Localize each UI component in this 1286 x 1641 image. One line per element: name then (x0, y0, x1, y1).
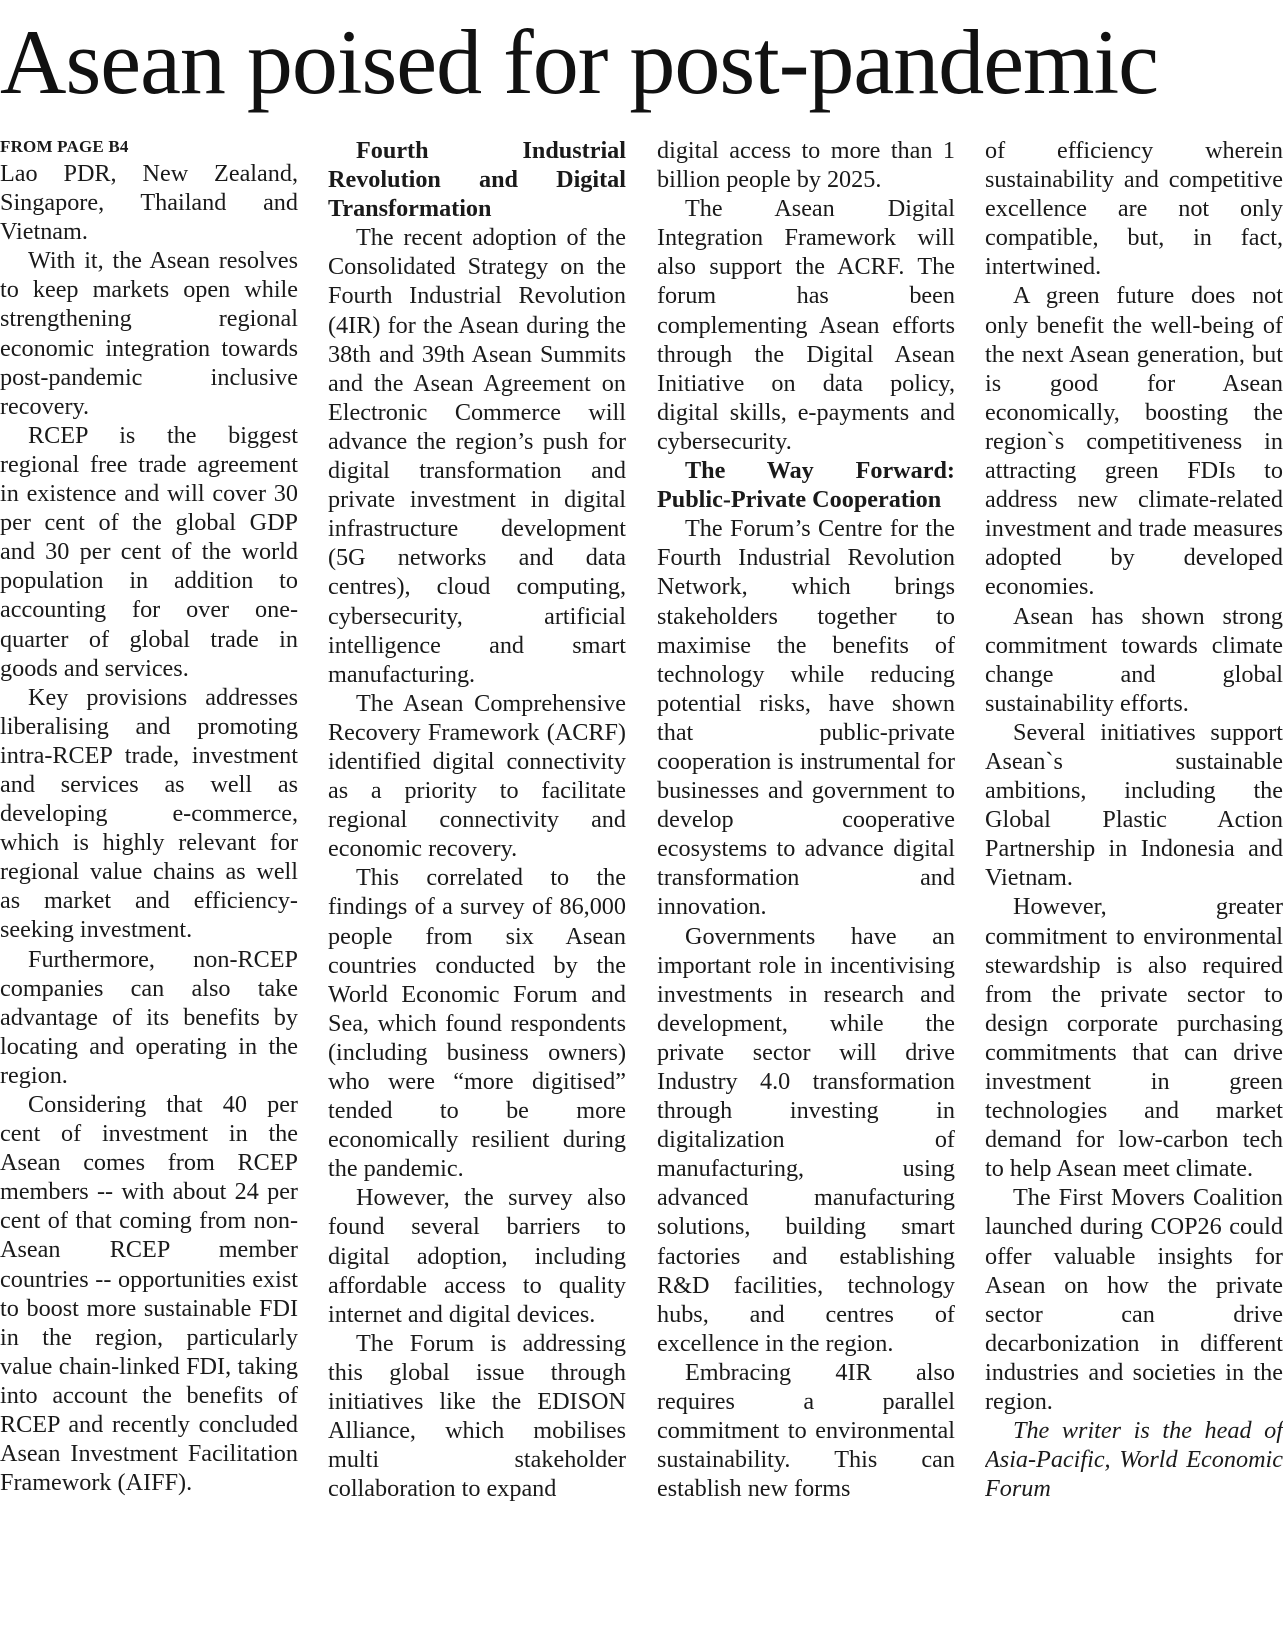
paragraph: RCEP is the biggest regional free trade agreement in existence and will cover 30 per cent of the global GDP and 30 per cent of the world population in addition to accounting for over one-quarter of global trade in goods and services. (0, 421, 298, 682)
column-4 (985, 136, 1283, 1641)
section-subheading: The Way Forward: Public-Private Cooperation (657, 457, 955, 514)
paragraph: However, the survey also found several barriers to digital adoption, including affordable access to quality internet and digital devices. (328, 1184, 626, 1328)
paragraph: The Asean Digital Integration Framework will also support the ACRF. The forum has been complementing Asean efforts through the Digital Asean Initiative on data policy, digital skills, e-payments and cybersecurity. (657, 195, 955, 455)
column-3 (657, 136, 955, 1641)
paragraph: Lao PDR, New Zealand, Singapore, Thailand and Vietnam. (0, 160, 298, 246)
paragraph: The recent adoption of the Consolidated Strategy on the Fourth Industrial Revolution (4IR) for the Asean during the 38th and 39th Asean Summits and the Asean Agreement on Electronic Commerce will advance the region’s push for digital transformation and private investment in digital infrastructure development (5G networks and data centres), cloud computing, cybersecurity, artificial intelligence and smart manufacturing. (328, 224, 626, 688)
paragraph: of efficiency wherein sustainability and competitive excellence are not only compatible, but, in fact, intertwined. (985, 137, 1283, 281)
paragraph: This correlated to the findings of a survey of 86,000 people from six Asean countries conducted by the World Economic Forum and Sea, which found respondents (including business owners) who were “more digitised” tended to be more economically resilient during the pandemic. (328, 864, 626, 1183)
paragraph: With it, the Asean resolves to keep markets open while strengthening regional economic integration towards post-pandemic inclusive recovery. (0, 247, 298, 420)
paragraph: The Forum’s Centre for the Fourth Industrial Revolution Network, which brings stakeholders together to maximise the benefits of technology while reducing potential risks, have shown that public-private cooperation is instrumental for businesses and government to develop cooperative ecosystems to advance digital transformation and innovation. (657, 515, 955, 921)
paragraph: Key provisions addresses liberalising and promoting intra-RCEP trade, investment and services as well as developing e-commerce, which is highly relevant for regional value chains as well as market and efficiency-seeking investment. (0, 683, 298, 944)
paragraph: Furthermore, non-RCEP companies can also take advantage of its benefits by locating and operating in the region. (0, 945, 298, 1089)
paragraph: The First Movers Coalition launched during COP26 could offer valuable insights for Asean on how the private sector can drive decarbonization in different industries and societies in the region. (985, 1184, 1283, 1416)
dateline: FROM PAGE B4 (0, 137, 129, 156)
column-2 (328, 136, 626, 1641)
paragraph: Asean has shown strong commitment towards climate change and global sustainability efforts. (985, 602, 1283, 717)
paragraph: Embracing 4IR also requires a parallel commitment to environmental sustainability. This can establish new forms (657, 1358, 955, 1503)
paragraph: Governments have an important role in incentivising investments in research and development, while the private sector will drive Industry 4.0 transformation through investing in digitalization of manufacturing, using advanced manufacturing solutions, building smart factories and establishing R&D facilities, technology hubs, and centres of excellence in the region. (657, 922, 955, 1357)
paragraph: digital access to more than 1 billion people by 2025. (657, 137, 955, 194)
paragraph: However, greater commitment to environmental stewardship is also required from the private sector to design corporate purchasing commitments that can drive investment in green technologies and market demand for low-carbon tech to help Asean meet climate. (985, 893, 1283, 1183)
paragraph: A green future does not only benefit the well-being of the next Asean generation, but is good for Asean economically, boosting the region`s competitiveness in attracting green FDIs to address new climate-related investment and trade measures adopted by developed economies. (985, 282, 1283, 601)
paragraph: Considering that 40 per cent of investment in the Asean comes from RCEP members -- with about 24 per cent of that coming from non-Asean RCEP member countries -- opportunities exist to boost more sustainable FDI in the region, particularly value chain-linked FDI, taking into account the benefits of RCEP and recently concluded Asean Investment Facilitation Framework (AIFF). (0, 1091, 298, 1497)
paragraph: The Forum is addressing this global issue through initiatives like the EDISON Alliance, which mobilises multi stakeholder collaboration to expand (328, 1329, 626, 1503)
column-1 (0, 136, 298, 1641)
paragraph: The Asean Comprehensive Recovery Framework (ACRF) identified digital connectivity as a priority to facilitate regional connectivity and economic recovery. (328, 689, 626, 863)
headline: Asean poised for post-pandemic (0, 11, 1159, 113)
paragraph: Several initiatives support Asean`s sustainable ambitions, including the Global Plastic Action Partnership in Indonesia and Vietnam. (985, 718, 1283, 892)
author-byline: The writer is the head of Asia-Pacific, World Economic Forum (985, 1417, 1283, 1503)
article-body (0, 136, 1286, 1641)
section-subheading: Fourth Industrial Revolution and Digital Transformation (328, 137, 626, 223)
